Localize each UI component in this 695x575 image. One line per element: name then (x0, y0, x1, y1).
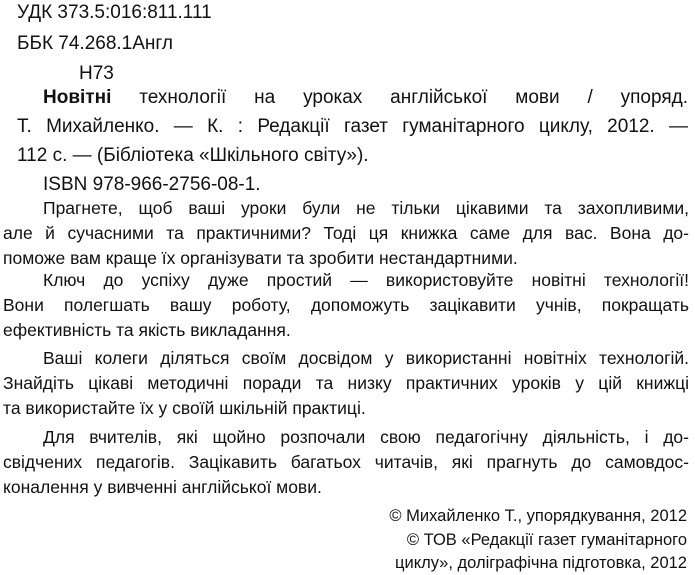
annotation-p4-line3: коналення у вивченні англійської мови. (3, 477, 322, 497)
annotation-p2-line2: Вони полегшать вашу роботу, допоможуть зацікавити учнів, покращать (3, 295, 689, 315)
copyright-compiler: © Михайленко Т., упорядкування, 2012 (389, 507, 687, 525)
bibliographic-line-3: 112 с. — (Бібліотека «Шкільного світу»). (17, 145, 369, 166)
annotation-p3-line2: Знайдіть цікаві методичні поради та низку практичних уроків у цій книжці (3, 373, 689, 393)
bbk-code: ББК 74.268.1Англ (17, 33, 174, 54)
book-title: Новітні (43, 87, 112, 108)
annotation-p4-line2: свідчених педагогів. Зацікавить багатьох читачів, які прагнуть до самовдос- (3, 452, 689, 472)
isbn: ISBN 978-966-2756-08-1. (43, 174, 261, 195)
annotation-p2-line1: Ключ до успіху дуже простий — використовуйте новітні технології! (43, 270, 689, 290)
annotation-p1-line2: але й сучасними та практичними? Тоді ця книжка саме для вас. Вона до- (3, 223, 689, 243)
annotation-p2-line3: ефективність та якість викладання. (3, 320, 291, 340)
bibliographic-line-1-rest: технології на уроках англійської мови / упоряд. (139, 87, 688, 108)
annotation-p1-line1: Прагнете, щоб ваші уроки були не тільки цікавими та захопливими, (43, 198, 689, 218)
copyright-publisher-cont: циклу», доліграфічна підготовка, 2012 (395, 554, 687, 572)
udk-code: УДК 373.5:016:811.111 (17, 2, 212, 23)
annotation-p1-line3: поможе вам краще їх організувати та зробити нестандартними. (3, 248, 518, 268)
bibliographic-line-1 (43, 88, 688, 107)
annotation-p3-line1: Ваші колеги діляться своїм досвідом у використанні новітніх технологій. (43, 348, 689, 368)
annotation-p4-line1: Для вчителів, які щойно розпочали свою педагогічну діяльність, і до- (43, 427, 689, 447)
copyright-publisher: © ТОВ «Редакції газет гуманітарного (406, 531, 687, 549)
annotation-p3-line3: та використайте їх у своїй шкільній практиці. (3, 398, 366, 418)
bibliographic-line-2: Т. Михайленко. — К. : Редакції газет гуманітарного циклу, 2012. — (17, 116, 688, 137)
author-sign: Н73 (79, 63, 114, 84)
